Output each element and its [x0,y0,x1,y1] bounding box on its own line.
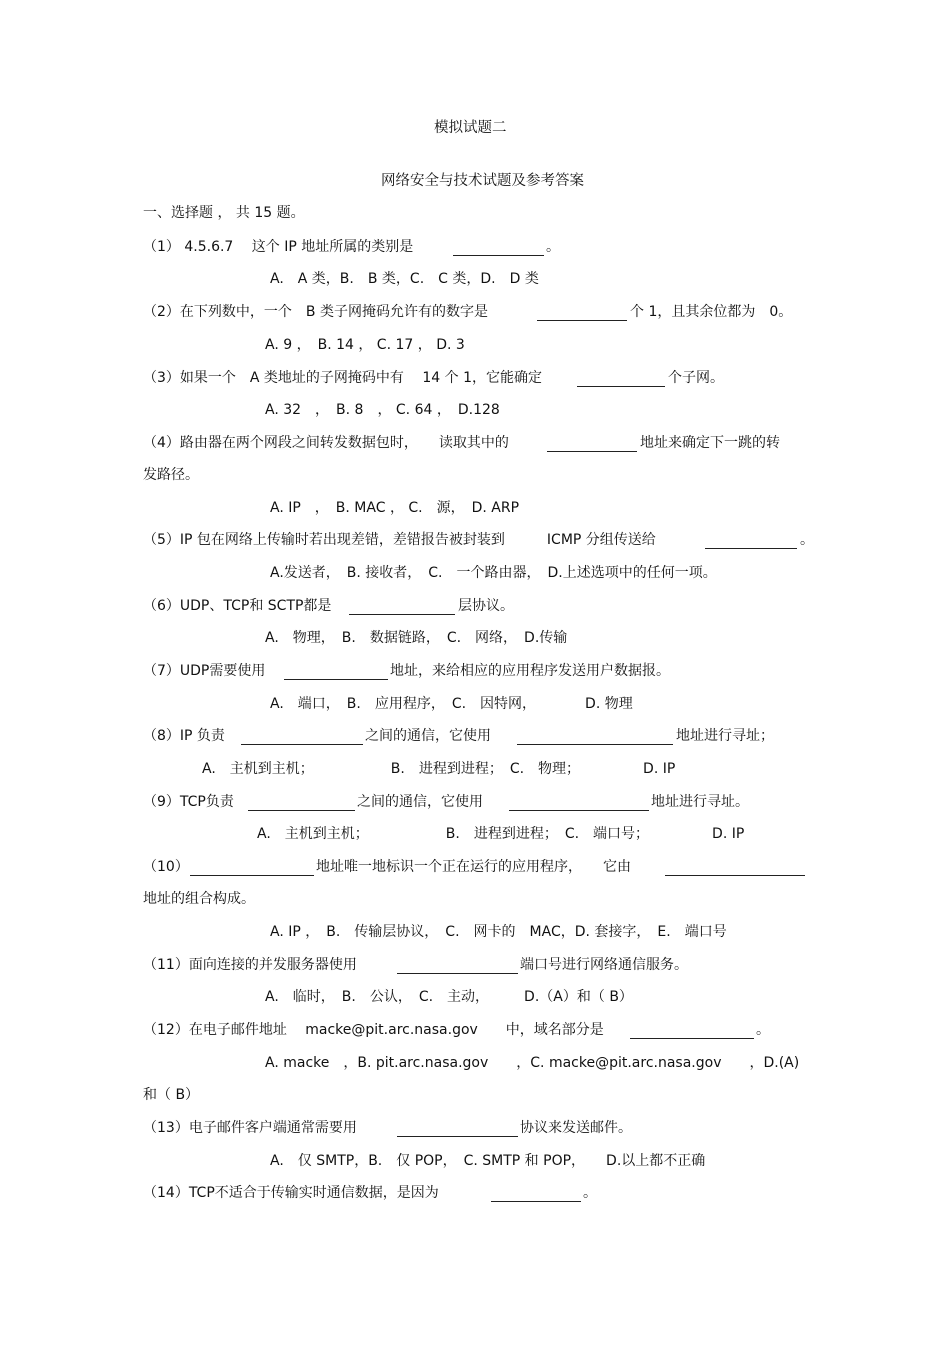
question-6-stem: （6）UDP、TCP和 SCTP都是 [143,598,332,614]
question-10-stem-mid: 地址唯一地标识一个正在运行的应用程序， 它由 [316,859,631,875]
question-1-options: A. A 类，B. B 类，C. C 类，D. D 类 [270,271,539,287]
question-13-options: A. 仅 SMTP，B. 仅 POP， C. SMTP 和 POP， D.以上都不正确 [270,1153,706,1169]
question-11-stem-end: 端口号进行网络通信服务。 [520,957,688,973]
question-7-stem-end: 地址，来给相应的应用程序发送用户数据报。 [390,663,670,679]
question-2-options: A. 9 ， B. 14 ， C. 17 ， D. 3 [265,337,465,353]
question-7-options: A. 端口， B. 应用程序， C. 因特网， D. 物理 [270,696,633,712]
question-12-stem-end: 。 [756,1022,770,1038]
question-12-options: A. macke ，B. pit.arc.nasa.gov ，C. macke@pit.arc.nasa.gov ，D.(A) [265,1055,800,1071]
answer-blank-9b [509,810,649,811]
answer-blank-10b [665,875,805,876]
question-7-stem: （7）UDP需要使用 [143,663,266,679]
question-13-stem: （13）电子邮件客户端通常需要用 [143,1120,357,1136]
question-8-stem: （8）IP 负责 [143,728,225,744]
question-1-stem: （1） 4.5.6.7 这个 IP 地址所属的类别是 [143,239,414,255]
question-2-stem: （2）在下列数中，一个 B 类子网掩码允许有的数字是 [143,304,488,320]
answer-blank-6 [349,614,455,615]
question-9-options: A. 主机到主机； B. 进程到进程； C. 端口号； D. IP [257,826,745,842]
question-6-stem-end: 层协议。 [458,598,514,614]
answer-blank-5 [705,548,797,549]
question-8-stem-mid: 之间的通信，它使用 [365,728,491,744]
section-heading: 一、选择题 ， 共 15 题。 [143,205,305,221]
answer-blank-8b [517,744,673,745]
answer-blank-11 [397,973,518,974]
question-12-continuation: 和（ B） [143,1087,200,1103]
question-5-stem-end: 。 [800,532,814,548]
question-12-stem: （12）在电子邮件地址 macke@pit.arc.nasa.gov 中，域名部分是 [143,1022,604,1038]
question-2-stem-end: 个 1，且其余位都为 0。 [630,304,793,320]
question-8-stem-end: 地址进行寻址； [676,728,774,744]
page-subtitle: 网络安全与技术试题及参考答案 [381,173,584,189]
question-4-continuation: 发路径。 [143,467,199,483]
answer-blank-8a [241,744,363,745]
answer-blank-9a [248,810,355,811]
question-4-stem: （4）路由器在两个网段之间转发数据包时， 读取其中的 [143,435,509,451]
answer-blank-4 [547,451,637,452]
question-3-options: A. 32 ， B. 8 ， C. 64 ， D.128 [265,402,500,418]
question-10-options: A. IP ， B. 传输层协议， C. 网卡的 MAC，D. 套接字， E. 端口号 [270,924,727,940]
question-5-options: A.发送者， B. 接收者， C. 一个路由器， D.上述选项中的任何一项。 [270,565,717,581]
question-9-stem-end: 地址进行寻址。 [651,794,749,810]
answer-blank-3 [577,386,665,387]
question-5-stem: （5）IP 包在网络上传输时若出现差错，差错报告被封装到 ICMP 分组传送给 [143,532,656,548]
answer-blank-7 [284,679,388,680]
question-11-options: A. 临时， B. 公认， C. 主动， D.（A）和（ B） [265,989,633,1005]
page-title: 模拟试题二 [434,120,507,136]
question-10-stem: （10） [143,859,189,875]
question-10-continuation: 地址的组合构成。 [143,891,255,907]
answer-blank-1 [453,255,544,256]
question-4-options: A. IP ， B. MAC ， C. 源， D. ARP [270,500,520,516]
question-13-stem-end: 协议来发送邮件。 [520,1120,632,1136]
question-14-stem: （14）TCP不适合于传输实时通信数据，是因为 [143,1185,439,1201]
answer-blank-14 [491,1201,581,1202]
question-9-stem: （9）TCP负责 [143,794,234,810]
question-1-stem-end: 。 [546,239,560,255]
answer-blank-2 [537,320,627,321]
question-11-stem: （11）面向连接的并发服务器使用 [143,957,357,973]
question-4-stem-end: 地址来确定下一跳的转 [640,435,780,451]
question-6-options: A. 物理， B. 数据链路， C. 网络， D.传输 [265,630,568,646]
question-14-stem-end: 。 [583,1185,597,1201]
question-9-stem-mid: 之间的通信，它使用 [357,794,483,810]
question-3-stem: （3）如果一个 A 类地址的子网掩码中有 14 个 1，它能确定 [143,370,543,386]
answer-blank-13 [397,1136,518,1137]
question-8-options: A. 主机到主机； B. 进程到进程； C. 物理； D. IP [202,761,676,777]
answer-blank-12 [630,1038,754,1039]
answer-blank-10a [190,875,314,876]
question-3-stem-end: 个子网。 [668,370,724,386]
